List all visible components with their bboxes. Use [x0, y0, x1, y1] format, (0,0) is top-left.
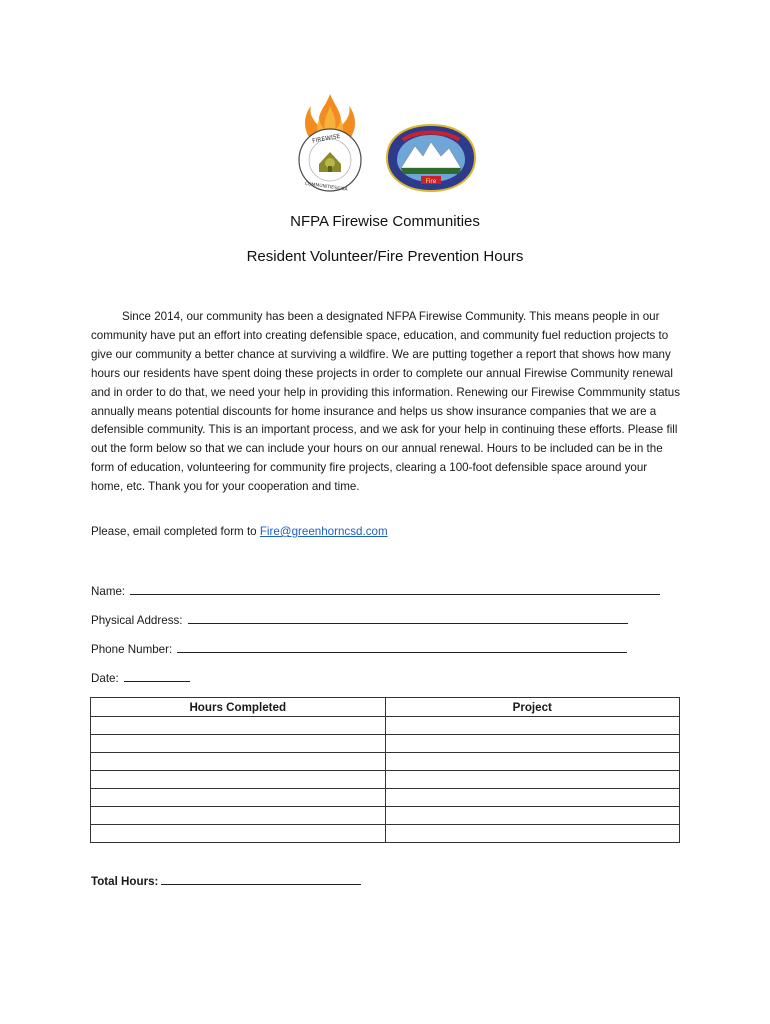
hours-cell[interactable]	[91, 789, 386, 807]
hours-cell[interactable]	[91, 717, 386, 735]
hours-completed-header: Hours Completed	[91, 698, 386, 717]
project-header: Project	[385, 698, 679, 717]
total-hours-label: Total Hours:	[91, 875, 159, 888]
table-header-row	[91, 698, 680, 717]
hours-cell[interactable]	[91, 807, 386, 825]
phone-input-line[interactable]	[177, 641, 627, 653]
table-row	[91, 735, 680, 753]
table-row	[91, 717, 680, 735]
email-prompt: Please, email completed form to	[91, 525, 260, 538]
hours-cell[interactable]	[91, 771, 386, 789]
firewise-logo	[295, 92, 365, 196]
hours-cell[interactable]	[91, 735, 386, 753]
hours-cell[interactable]	[91, 753, 386, 771]
name-field-row	[91, 583, 660, 598]
hours-table	[90, 697, 680, 843]
project-cell[interactable]	[385, 735, 679, 753]
table-row	[91, 807, 680, 825]
table-row	[91, 771, 680, 789]
phone-label: Phone Number:	[91, 643, 173, 656]
project-cell[interactable]	[385, 771, 679, 789]
project-cell[interactable]	[385, 807, 679, 825]
header-logos	[295, 92, 495, 204]
intro-paragraph: Since 2014, our community has been a designated NFPA Firewise Community. This means people in our community have put an effort into creating defensible space, education, and community fuel reduction projects to give our community a better chance at surviving a wildfire. We are putting together a report that shows how many hours our residents have spent doing these projects in order to complete our annual Firewise Community renewal and in order to do that, we need your help in providing this information. Renewing our Firewise Commmunity status annually means potential discounts for home insurance and helps us show insurance companies that we are a defensible community. This is an important process, and we ask for your help in continuing these efforts. Please fill out the form below so that we can include your hours on our annual renewal. Hours to be included can be in the form of education, volunteering for community fire projects, clearing a 100-foot defensible space around your home, etc. Thank you for your cooperation and time.	[91, 310, 680, 494]
phone-field-row	[91, 641, 627, 656]
total-hours-input-line[interactable]	[161, 873, 361, 885]
project-cell[interactable]	[385, 825, 679, 843]
svg-text:Fire: Fire	[425, 178, 437, 185]
name-input-line[interactable]	[130, 583, 660, 595]
address-field-row	[91, 612, 628, 627]
table-row	[91, 825, 680, 843]
project-cell[interactable]	[385, 717, 679, 735]
hours-cell[interactable]	[91, 825, 386, 843]
fire-department-patch	[381, 122, 481, 194]
table-row	[91, 789, 680, 807]
address-input-line[interactable]	[188, 612, 628, 624]
address-label: Physical Address:	[91, 614, 183, 627]
date-input-line[interactable]	[124, 670, 190, 682]
svg-text:COMMUNITIES/USA: COMMUNITIES/USA	[304, 181, 348, 193]
date-label: Date:	[91, 672, 119, 685]
table-row	[91, 753, 680, 771]
date-field-row	[91, 670, 190, 685]
svg-text:FIREWISE: FIREWISE	[311, 132, 341, 145]
project-cell[interactable]	[385, 753, 679, 771]
email-instruction	[91, 525, 388, 538]
total-hours-row	[91, 873, 361, 888]
project-cell[interactable]	[385, 789, 679, 807]
document-title: NFPA Firewise Communities	[290, 213, 480, 230]
email-link[interactable]: Fire@greenhorncsd.com	[259, 525, 388, 538]
name-label: Name:	[91, 585, 126, 598]
document-subtitle: Resident Volunteer/Fire Prevention Hours	[246, 248, 524, 265]
